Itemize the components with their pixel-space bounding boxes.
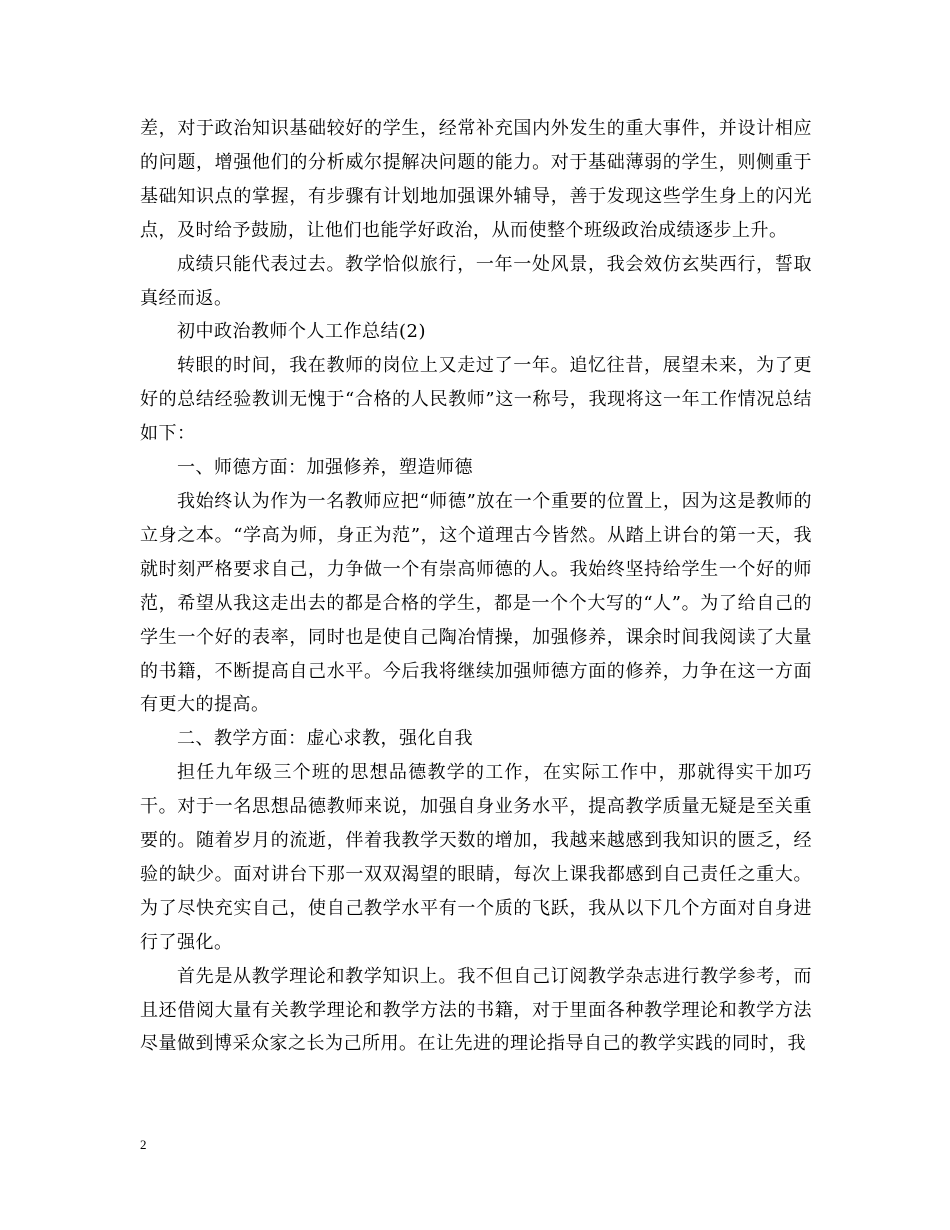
page-number: 2: [140, 1137, 147, 1152]
heading-teaching: 二、教学方面：虚心求教，强化自我: [177, 728, 473, 750]
document-body: [140, 112, 812, 1061]
paragraph-continuation: 差，对于政治知识基础较好的学生，经常补充国内外发生的重大事件，并设计相应的问题，增强他们的分析威尔提解决问题的能力。对于基础薄弱的学生，则侧重于基础知识点的掌握，有步骤有计划地加强课外辅导，善于发现这些学生身上的闪光点，及时给予鼓励，让他们也能学好政治，从而使整个班级政治成绩逐步上升。: [140, 118, 812, 241]
paragraph-ethics: 我始终认为作为一名教师应把“师德”放在一个重要的位置上，因为这是教师的立身之本。“学高为师，身正为范”，这个道理古今皆然。从踏上讲台的第一天，我就时刻严格要求自己，力争做一个有崇高师德的人。我始终坚持给学生一个好的师范，希望从我这走出去的都是合格的学生，都是一个个大写的“人”。为了给自己的学生一个好的表率，同时也是使自己陶冶情操，加强修养，课余时间我阅读了大量的书籍，不断提高自己水平。今后我将继续加强师德方面的修养，力争在这一方面有更大的提高。: [140, 490, 812, 716]
heading-ethics: 一、师德方面：加强修养，塑造师德: [177, 457, 473, 479]
paragraph-intro: 转眼的时间，我在教师的岗位上又走过了一年。追忆往昔，展望未来，为了更好的总结经验教训无愧于“合格的人民教师”这一称号，我现将这一年工作情况总结如下：: [140, 355, 812, 445]
paragraph-teaching: 担任九年级三个班的思想品德教学的工作，在实际工作中，那就得实干加巧干。对于一名思想品德教师来说，加强自身业务水平，提高教学质量无疑是至关重要的。随着岁月的流逝，伴着我教学天数的增加，我越来越感到我知识的匮乏，经验的缺少。面对讲台下那一双双渴望的眼睛，每次上课我都感到自己责任之重大。为了尽快充实自己，使自己教学水平有一个质的飞跃，我从以下几个方面对自身进行了强化。: [140, 762, 812, 953]
paragraph-theory: 首先是从教学理论和教学知识上。我不但自己订阅教学杂志进行教学参考，而且还借阅大量有关教学理论和教学方法的书籍，对于里面各种教学理论和教学方法尽量做到博采众家之长为己所用。在让先进的理论指导自己的教学实践的同时，我: [140, 965, 812, 1055]
section-title: 初中政治教师个人工作总结(2): [177, 321, 426, 343]
paragraph-achievement: 成绩只能代表过去。教学恰似旅行，一年一处风景，我会效仿玄奘西行，誓取真经而返。: [140, 253, 812, 309]
